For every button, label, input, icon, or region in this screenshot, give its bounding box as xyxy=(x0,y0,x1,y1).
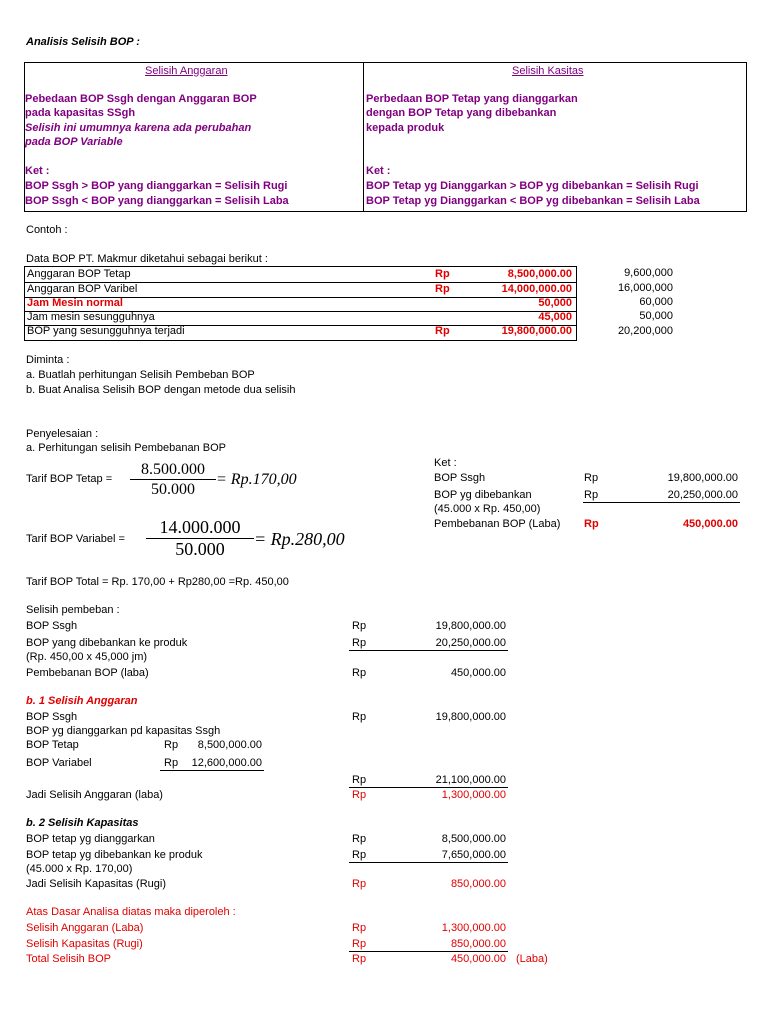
penyelesaian-a: a. Perhitungan selisih Pembebanan BOP xyxy=(26,442,226,454)
anggaran-ssgh-rp: Rp xyxy=(352,711,367,723)
anggaran-variabel-line xyxy=(160,770,264,771)
pembeban-row2-label: BOP yang dibebankan ke produk xyxy=(26,637,188,649)
anggaran-tetap-value: 8,500,000.00 xyxy=(197,739,262,751)
diminta-label: Diminta : xyxy=(26,354,70,366)
pembeban-row1-value: 19,800,000.00 xyxy=(435,620,506,632)
anggaran-tetap-rp: Rp xyxy=(164,739,179,751)
table-extra-value: 9,600,000 xyxy=(624,267,673,279)
table-extra-value: 20,200,000 xyxy=(617,325,673,337)
table-row-rp: Rp xyxy=(435,283,450,295)
page-title: Analisis Selisih BOP : xyxy=(26,36,140,48)
summary-row1-rp: Rp xyxy=(352,922,367,934)
ket-label: Ket : xyxy=(434,457,457,469)
left-ket-2: BOP Ssgh < BOP yang dianggarkan = Selisih Laba xyxy=(25,195,289,207)
right-ket-1: BOP Tetap yg Dianggarkan > BOP yg dibebankan = Selisih Rugi xyxy=(366,180,699,192)
pembeban-row2-sub: (Rp. 450,00 x 45,000 jm) xyxy=(26,651,148,663)
ket-result-value: 450,000.00 xyxy=(682,518,738,530)
table-row-label: Anggaran BOP Tetap xyxy=(27,268,131,280)
pembeban-row3-label: Pembebanan BOP (laba) xyxy=(26,667,149,679)
kapasitas-row2-rp: Rp xyxy=(352,849,367,861)
anggaran-tetap-label: BOP Tetap xyxy=(26,739,79,751)
left-ket-1: BOP Ssgh > BOP yang dianggarkan = Selisih Rugi xyxy=(25,180,288,192)
table-row-label: Jam mesin sesungguhnya xyxy=(27,311,155,323)
pembeban-row3-value: 450,000.00 xyxy=(450,667,506,679)
ket-result-rp: Rp xyxy=(584,518,599,530)
tarif-variabel-numerator: 14.000.000 xyxy=(159,517,241,537)
kapasitas-result-value: 850,000.00 xyxy=(450,878,506,890)
ket-row-rp: Rp xyxy=(584,489,599,501)
kapasitas-heading: b. 2 Selisih Kapasitas xyxy=(26,817,139,829)
right-ket-2: BOP Tetap yg Dianggarkan < BOP yg dibebankan = Selisih Laba xyxy=(366,195,700,207)
ket-sum-line xyxy=(583,502,740,503)
summary-row1-value: 1,300,000.00 xyxy=(441,922,506,934)
anggaran-variabel-label: BOP Variabel xyxy=(26,757,92,769)
table-row xyxy=(25,324,576,339)
ket-row-rp: Rp xyxy=(584,472,599,484)
anggaran-result-rp: Rp xyxy=(352,789,367,801)
kapasitas-row2-value: 7,650,000.00 xyxy=(441,849,506,861)
ket-row-label: BOP Ssgh xyxy=(434,472,486,484)
anggaran-variabel-rp: Rp xyxy=(164,757,179,769)
ket-sub: (45.000 x Rp. 450,00) xyxy=(434,503,541,515)
ket-result-label: Pembebanan BOP (Laba) xyxy=(434,518,561,530)
right-line-1: Perbedaan BOP Tetap yang dianggarkan xyxy=(366,93,578,105)
kapasitas-result-rp: Rp xyxy=(352,878,367,890)
pembeban-row1-label: BOP Ssgh xyxy=(26,620,78,632)
tarif-variabel-result: = Rp.280,00 xyxy=(254,529,345,549)
pembeban-sum-line xyxy=(349,650,508,651)
tarif-variabel-denominator: 50.000 xyxy=(175,539,225,559)
contoh-label: Contoh : xyxy=(26,224,68,236)
table-row-value: 14,000,000.00 xyxy=(501,283,572,295)
table-extra-value: 60,000 xyxy=(639,296,673,308)
table-row-label: Anggaran BOP Varibel xyxy=(27,283,138,295)
kapasitas-result-label: Jadi Selisih Kapasitas (Rugi) xyxy=(26,878,167,890)
tarif-tetap-result: = Rp.170,00 xyxy=(216,471,297,488)
right-ket-label: Ket : xyxy=(366,165,391,177)
left-italic-line-1: Selisih ini umumnya karena ada perubahan xyxy=(25,122,252,134)
table-row-value: 45,000 xyxy=(538,311,572,323)
tarif-tetap-fraction xyxy=(130,460,216,499)
summary-sum-line xyxy=(349,951,508,952)
anggaran-sum-line xyxy=(349,787,508,788)
tarif-total: Tarif BOP Total = Rp. 170,00 + Rp280,00 =Rp. 450,00 xyxy=(26,576,289,588)
kapasitas-row1-label: BOP tetap yg dianggarkan xyxy=(26,833,155,845)
anggaran-heading: b. 1 Selisih Anggaran xyxy=(26,695,138,707)
ket-row-value: 19,800,000.00 xyxy=(667,472,738,484)
kapasitas-row1-value: 8,500,000.00 xyxy=(441,833,506,845)
anggaran-dianggarkan-label: BOP yg dianggarkan pd kapasitas Ssgh xyxy=(26,725,221,737)
summary-row3-label: Total Selisih BOP xyxy=(26,953,111,965)
right-line-3: kepada produk xyxy=(366,122,445,134)
anggaran-ssgh-value: 19,800,000.00 xyxy=(435,711,506,723)
table-row-rp: Rp xyxy=(435,325,450,337)
tarif-variabel-fraction xyxy=(146,517,254,560)
data-table xyxy=(24,266,577,341)
penyelesaian-label: Penyelesaian : xyxy=(26,428,99,440)
ket-row-value: 20,250,000.00 xyxy=(667,489,738,501)
summary-row3-rp: Rp xyxy=(352,953,367,965)
data-intro: Data BOP PT. Makmur diketahui sebagai berikut : xyxy=(26,253,268,265)
pembeban-row2-value: 20,250,000.00 xyxy=(435,637,506,649)
anggaran-result-value: 1,300,000.00 xyxy=(441,789,506,801)
summary-row2-value: 850,000.00 xyxy=(450,938,506,950)
kapasitas-row1-rp: Rp xyxy=(352,833,367,845)
tarif-tetap-denominator: 50.000 xyxy=(151,481,195,498)
left-ket-label: Ket : xyxy=(25,165,50,177)
summary-row1-label: Selisih Anggaran (Laba) xyxy=(26,922,144,934)
summary-row3-value: 450,000.00 xyxy=(450,953,506,965)
pembeban-row3-rp: Rp xyxy=(352,667,367,679)
ket-row-label: BOP yg dibebankan xyxy=(434,489,532,501)
anggaran-ssgh-label: BOP Ssgh xyxy=(26,711,78,723)
table-row-value: 19,800,000.00 xyxy=(501,325,572,337)
summary-row2-label: Selisih Kapasitas (Rugi) xyxy=(26,938,143,950)
summary-row2-rp: Rp xyxy=(352,938,367,950)
diminta-b: b. Buat Analisa Selisih BOP dengan metode dua selisih xyxy=(26,384,296,396)
anggaran-sum-rp: Rp xyxy=(352,774,367,786)
pembeban-row2-rp: Rp xyxy=(352,637,367,649)
diminta-a: a. Buatlah perhitungan Selisih Pembeban BOP xyxy=(26,369,255,381)
comparison-box xyxy=(24,62,747,212)
left-italic-line-2: pada BOP Variable xyxy=(25,136,123,148)
table-row-rp: Rp xyxy=(435,268,450,280)
anggaran-result-label: Jadi Selisih Anggaran (laba) xyxy=(26,789,163,801)
kapasitas-row2-label: BOP tetap yg dibebankan ke produk xyxy=(26,849,203,861)
table-row-value: 50,000 xyxy=(538,297,572,309)
table-row-value: 8,500,000.00 xyxy=(507,268,572,280)
comparison-divider xyxy=(363,63,364,211)
table-extra-value: 16,000,000 xyxy=(617,282,673,294)
table-row xyxy=(25,267,576,283)
summary-intro: Atas Dasar Analisa diatas maka diperoleh : xyxy=(26,906,236,918)
tarif-tetap-numerator: 8.500.000 xyxy=(141,461,205,478)
kapasitas-sum-line xyxy=(349,862,508,863)
left-line-2: pada kapasitas SSgh xyxy=(25,107,136,119)
table-row-label: BOP yang sesungguhnya terjadi xyxy=(27,325,185,337)
selisih-pembeban-label: Selisih pembeban : xyxy=(26,604,120,616)
pembeban-row1-rp: Rp xyxy=(352,620,367,632)
table-extra-value: 50,000 xyxy=(639,310,673,322)
right-header: Selisih Kasitas xyxy=(512,65,584,77)
anggaran-sum-value: 21,100,000.00 xyxy=(435,774,506,786)
table-row-label: Jam Mesin normal xyxy=(27,297,123,309)
left-header: Selisih Anggaran xyxy=(145,65,228,77)
tarif-variabel-label: Tarif BOP Variabel = xyxy=(26,533,125,545)
right-line-2: dengan BOP Tetap yang dibebankan xyxy=(366,107,557,119)
anggaran-variabel-value: 12,600,000.00 xyxy=(191,757,262,769)
kapasitas-row2-sub: (45.000 x Rp. 170,00) xyxy=(26,863,133,875)
summary-row3-note: (Laba) xyxy=(516,953,548,965)
tarif-tetap-label: Tarif BOP Tetap = xyxy=(26,473,113,485)
left-line-1: Pebedaan BOP Ssgh dengan Anggaran BOP xyxy=(25,93,257,105)
